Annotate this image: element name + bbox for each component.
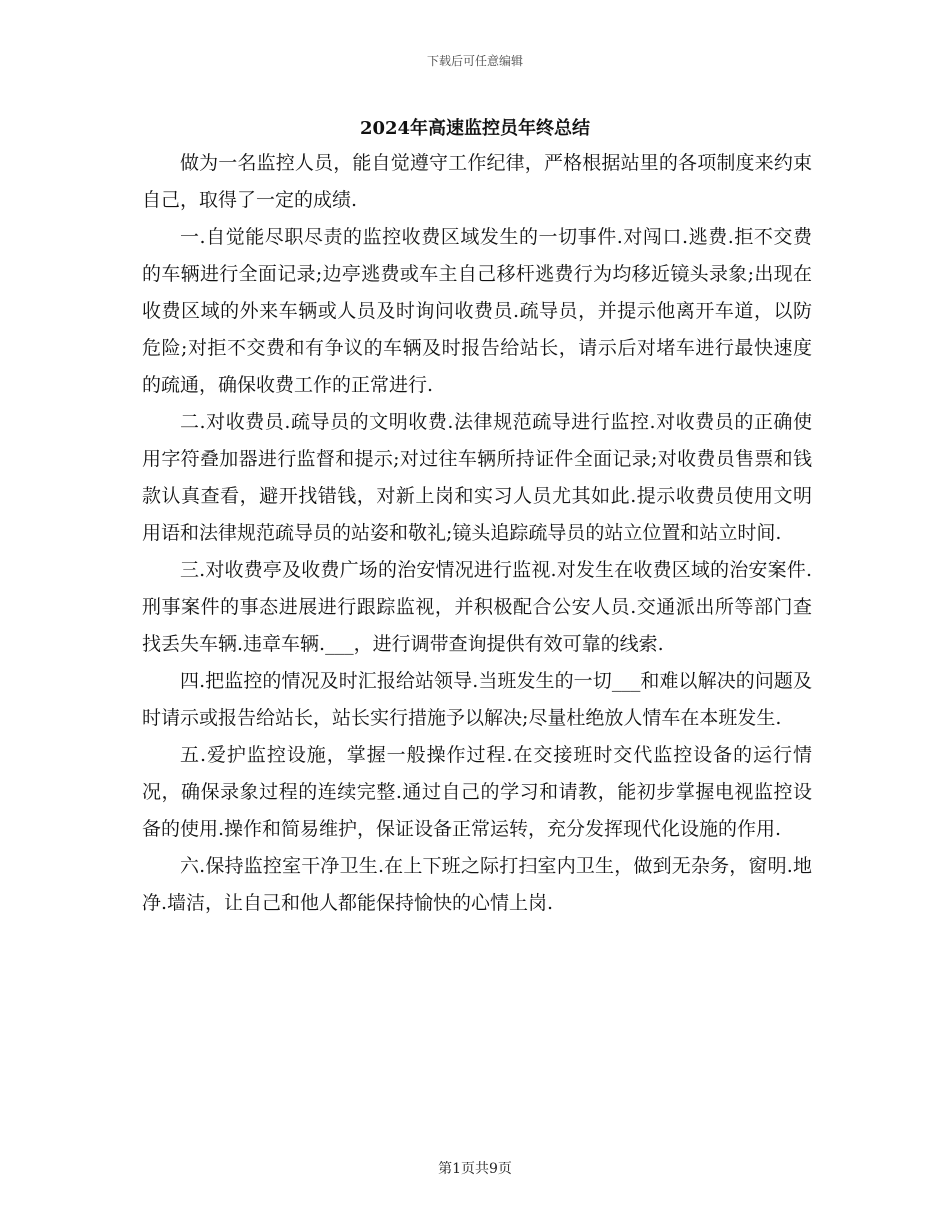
page-header-note: 下载后可任意编辑: [426, 54, 523, 68]
document-title: 2024年高速监控员年终总结: [359, 118, 591, 139]
paragraph-item-5: 五.爱护监控设施，掌握一般操作过程.在交接班时交代监控设备的运行情况，确保录象过程的连续完整.通过自己的学习和请教，能初步掌握电视监控设备的使用.操作和简易维护，保证设备正常运转，充分发挥现代化设施的作用.: [142, 744, 812, 840]
page-number: 第1页共9页: [438, 1161, 512, 1177]
paragraph-item-2: 二.对收费员.疏导员的文明收费.法律规范疏导进行监控.对收费员的正确使用字符叠加器进行监督和提示;对过往车辆所持证件全面记录;对收费员售票和钱款认真查看，避开找错钱，对新上岗和实习人员尤其如此.提示收费员使用文明用语和法律规范疏导员的站姿和敬礼;镜头追踪疏导员的站立位置和站立时间.: [142, 411, 812, 544]
paragraph-item-4: 四.把监控的情况及时汇报给站领导.当班发生的一切___和难以解决的问题及时请示或报告给站长，站长实行措施予以解决;尽量杜绝放人情车在本班发生.: [142, 670, 812, 729]
paragraph-item-3: 三.对收费亭及收费广场的治安情况进行监视.对发生在收费区域的治安案件.刑事案件的事态进展进行跟踪监视，并积极配合公安人员.交通派出所等部门查找丢失车辆.违章车辆.___，进行调带查询提供有效可靠的线索.: [142, 559, 812, 655]
paragraph-item-1: 一.自觉能尽职尽责的监控收费区域发生的一切事件.对闯口.逃费.拒不交费的车辆进行全面记录;边亭逃费或车主自己移杆逃费行为均移近镜头录象;出现在收费区域的外来车辆或人员及时询问收费员.疏导员，并提示他离开车道，以防危险;对拒不交费和有争议的车辆及时报告给站长，请示后对堵车进行最快速度的疏通，确保收费工作的正常进行.: [142, 226, 812, 396]
paragraph-item-6: 六.保持监控室干净卫生.在上下班之际打扫室内卫生，做到无杂务，窗明.地净.墙洁，让自己和他人都能保持愉快的心情上岗.: [142, 855, 812, 914]
document-body: [142, 145, 812, 922]
paragraph-intro: 做为一名监控人员，能自觉遵守工作纪律，严格根据站里的各项制度来约束自己，取得了一定的成绩.: [142, 152, 812, 211]
